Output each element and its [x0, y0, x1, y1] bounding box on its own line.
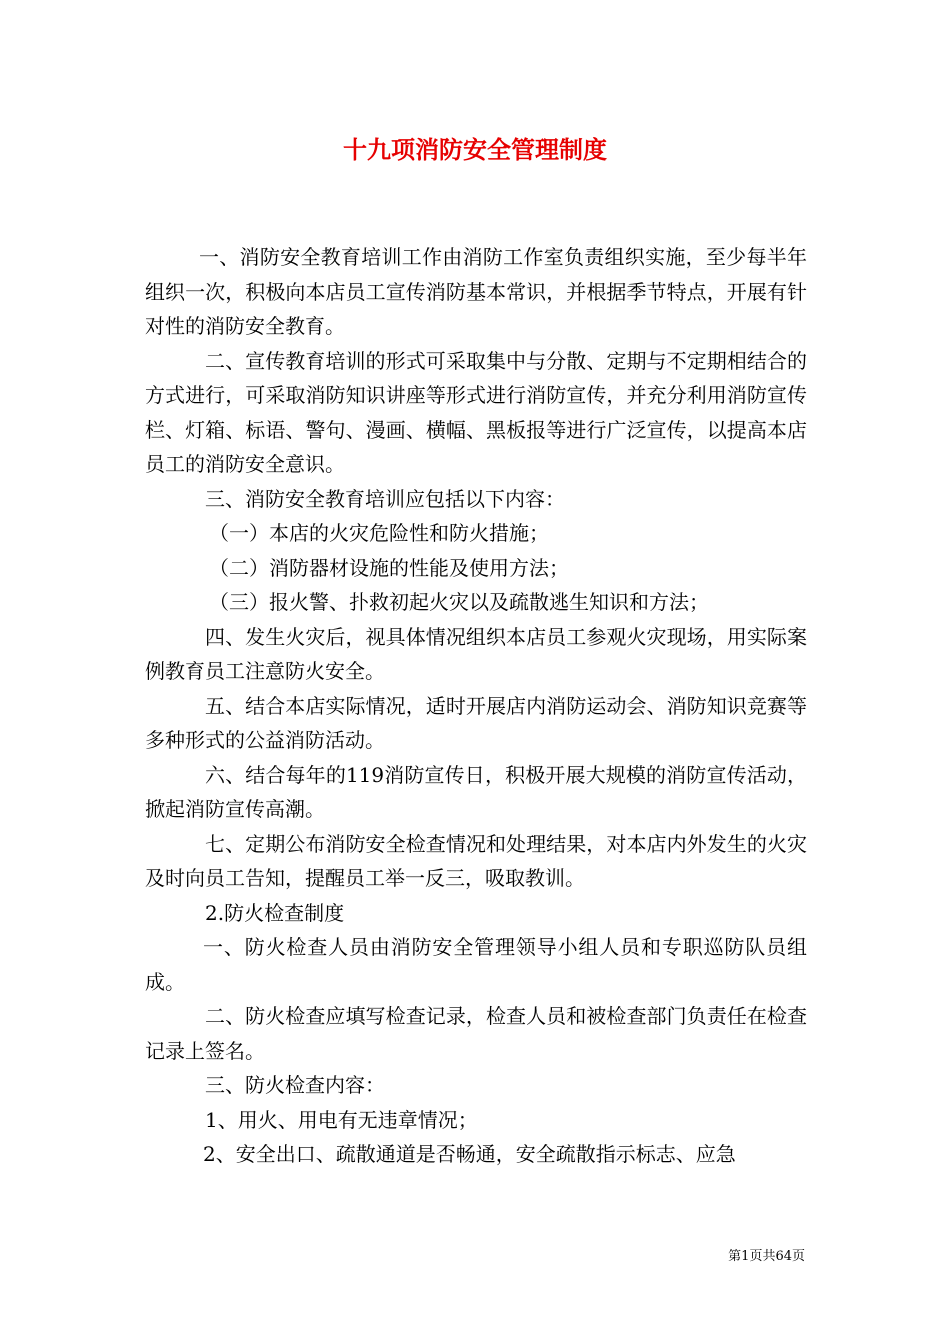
paragraph: 三、消防安全教育培训应包括以下内容： — [205, 486, 565, 511]
section-heading: 2.防火检查制度 — [205, 900, 345, 925]
page-number: 第1页共64页 — [728, 1249, 805, 1264]
paragraph: 一、消防安全教育培训工作由消防工作室负责组织实施，至少每半年组织一次，积极向本店员工宣传消防基本常识，并根据季节特点，开展有针对性的消防安全教育。 — [145, 245, 807, 338]
paragraph: 一、防火检查人员由消防安全管理领导小组人员和专职巡防队员组成。 — [145, 935, 807, 994]
paragraph: 四、发生火灾后，视具体情况组织本店员工参观火灾现场，用实际案例教育员工注意防火安全。 — [145, 624, 807, 683]
paragraph: 五、结合本店实际情况，适时开展店内消防运动会、消防知识竞赛等多种形式的公益消防活动。 — [145, 693, 807, 752]
paragraph: 二、防火检查应填写检查记录，检查人员和被检查部门负责任在检查记录上签名。 — [145, 1004, 807, 1063]
paragraph: 二、宣传教育培训的形式可采取集中与分散、定期与不定期相结合的方式进行，可采取消防知识讲座等形式进行消防宣传，并充分利用消防宣传栏、灯箱、标语、警句、漫画、横幅、黑板报等进行广泛宣传，以提高本店员工的消防安全意识。 — [145, 348, 807, 476]
list-item: （一）本店的火灾危险性和防火措施； — [209, 521, 549, 545]
paragraph: 六、结合每年的119消防宣传日，积极开展大规模的消防宣传活动，掀起消防宣传高潮。 — [145, 762, 807, 821]
paragraph: 七、定期公布消防安全检查情况和处理结果，对本店内外发生的火灾及时向员工告知，提醒员工举一反三，吸取教训。 — [145, 831, 807, 890]
list-item: 2、安全出口、疏散通道是否畅通，安全疏散指示标志、应急 — [203, 1142, 736, 1166]
list-item: （二）消防器材设施的性能及使用方法； — [209, 555, 569, 580]
paragraph: 三、防火检查内容： — [205, 1073, 385, 1097]
document-body — [145, 240, 807, 1172]
page-title: 十九项消防安全管理制度 — [343, 135, 607, 164]
list-item: （三）报火警、扑救初起火灾以及疏散逃生知识和方法； — [209, 590, 709, 614]
list-item: 1、用火、用电有无违章情况； — [205, 1107, 478, 1132]
